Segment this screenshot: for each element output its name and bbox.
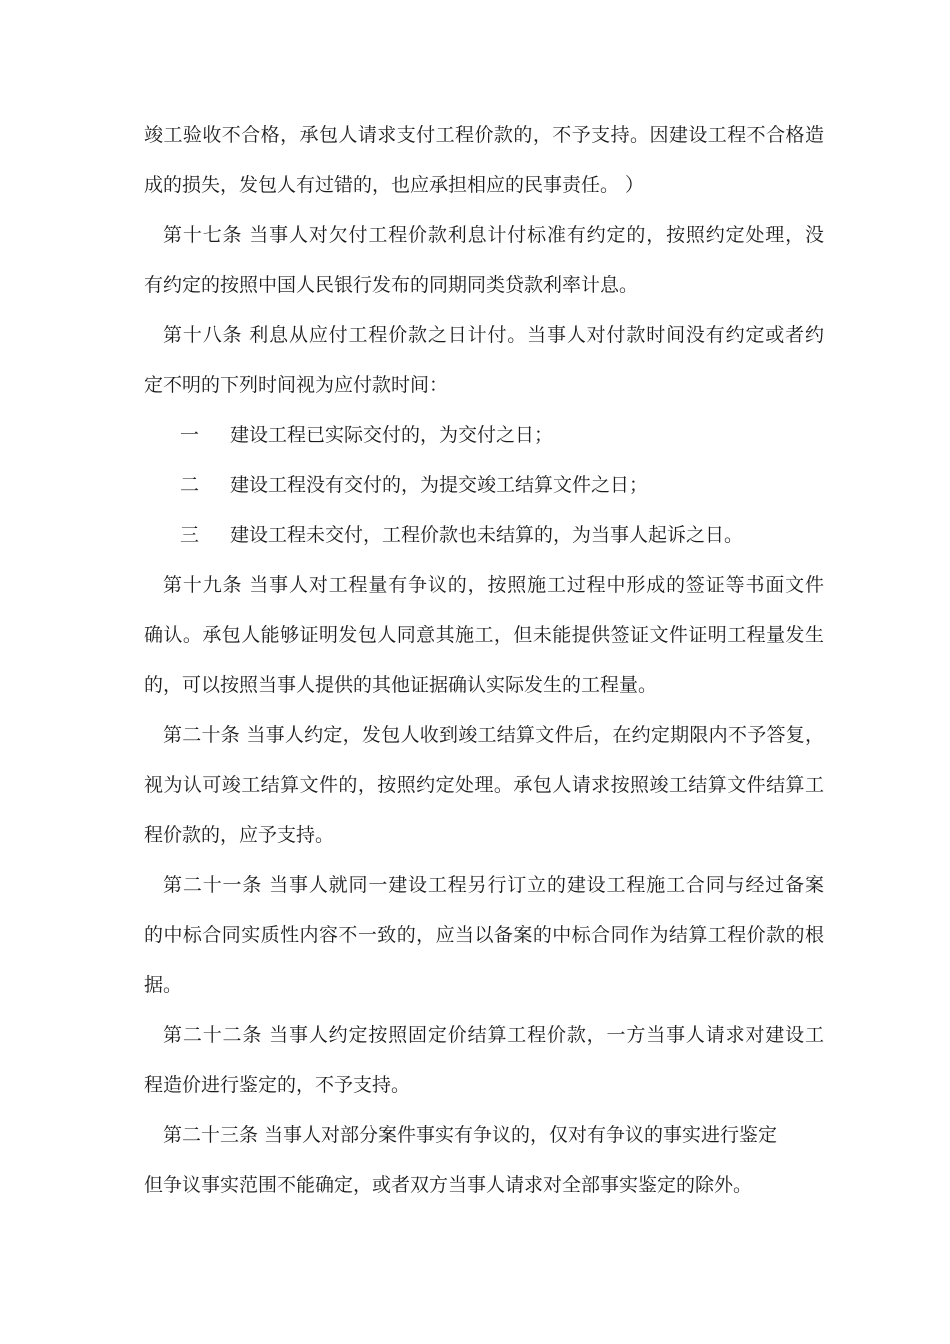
article-17-heading-line: 第十七条 当事人对欠付工程价款利息计付标准有约定的，按照约定处理，没 xyxy=(163,224,824,246)
text-line: 定不明的下列时间视为应付款时间： xyxy=(144,374,449,396)
list-item-number: 三 xyxy=(180,524,200,546)
text-line: 成的损失，发包人有过错的，也应承担相应的民事责任。 ） xyxy=(144,174,645,196)
text-line: 视为认可竣工结算文件的，按照约定处理。承包人请求按照竣工结算文件结算工 xyxy=(144,774,824,796)
list-item-number: 一 xyxy=(180,424,200,446)
article-23-heading-line: 第二十三条 当事人对部分案件事实有争议的，仅对有争议的事实进行鉴定 xyxy=(163,1124,778,1146)
list-item-text: 建设工程没有交付的，为提交竣工结算文件之日； xyxy=(230,474,649,496)
text-line: 竣工验收不合格，承包人请求支付工程价款的，不予支持。因建设工程不合格造 xyxy=(144,124,824,146)
article-19-heading-line: 第十九条 当事人对工程量有争议的，按照施工过程中形成的签证等书面文件 xyxy=(163,574,824,596)
text-line: 程价款的，应予支持。 xyxy=(144,824,335,846)
text-line: 程造价进行鉴定的，不予支持。 xyxy=(144,1074,411,1096)
list-item-number: 二 xyxy=(180,474,200,496)
article-20-heading-line: 第二十条 当事人约定，发包人收到竣工结算文件后，在约定期限内不予答复， xyxy=(163,724,824,746)
text-line: 但争议事实范围不能确定，或者双方当事人请求对全部事实鉴定的除外。 xyxy=(144,1174,753,1196)
text-line: 的，可以按照当事人提供的其他证据确认实际发生的工程量。 xyxy=(144,674,658,696)
article-22-heading-line: 第二十二条 当事人约定按照固定价结算工程价款，一方当事人请求对建设工 xyxy=(163,1024,824,1046)
list-item-text: 建设工程未交付，工程价款也未结算的，为当事人起诉之日。 xyxy=(230,524,744,546)
text-line: 的中标合同实质性内容不一致的，应当以备案的中标合同作为结算工程价款的根 xyxy=(144,924,824,946)
text-line: 据。 xyxy=(144,974,183,996)
article-18-heading-line: 第十八条 利息从应付工程价款之日计付。当事人对付款时间没有约定或者约 xyxy=(163,324,824,346)
text-line: 确认。承包人能够证明发包人同意其施工，但未能提供签证文件证明工程量发生 xyxy=(144,624,824,646)
text-line: 有约定的按照中国人民银行发布的同期同类贷款利率计息。 xyxy=(144,274,639,296)
list-item-text: 建设工程已实际交付的，为交付之日； xyxy=(230,424,554,446)
article-21-heading-line: 第二十一条 当事人就同一建设工程另行订立的建设工程施工合同与经过备案 xyxy=(163,874,824,896)
